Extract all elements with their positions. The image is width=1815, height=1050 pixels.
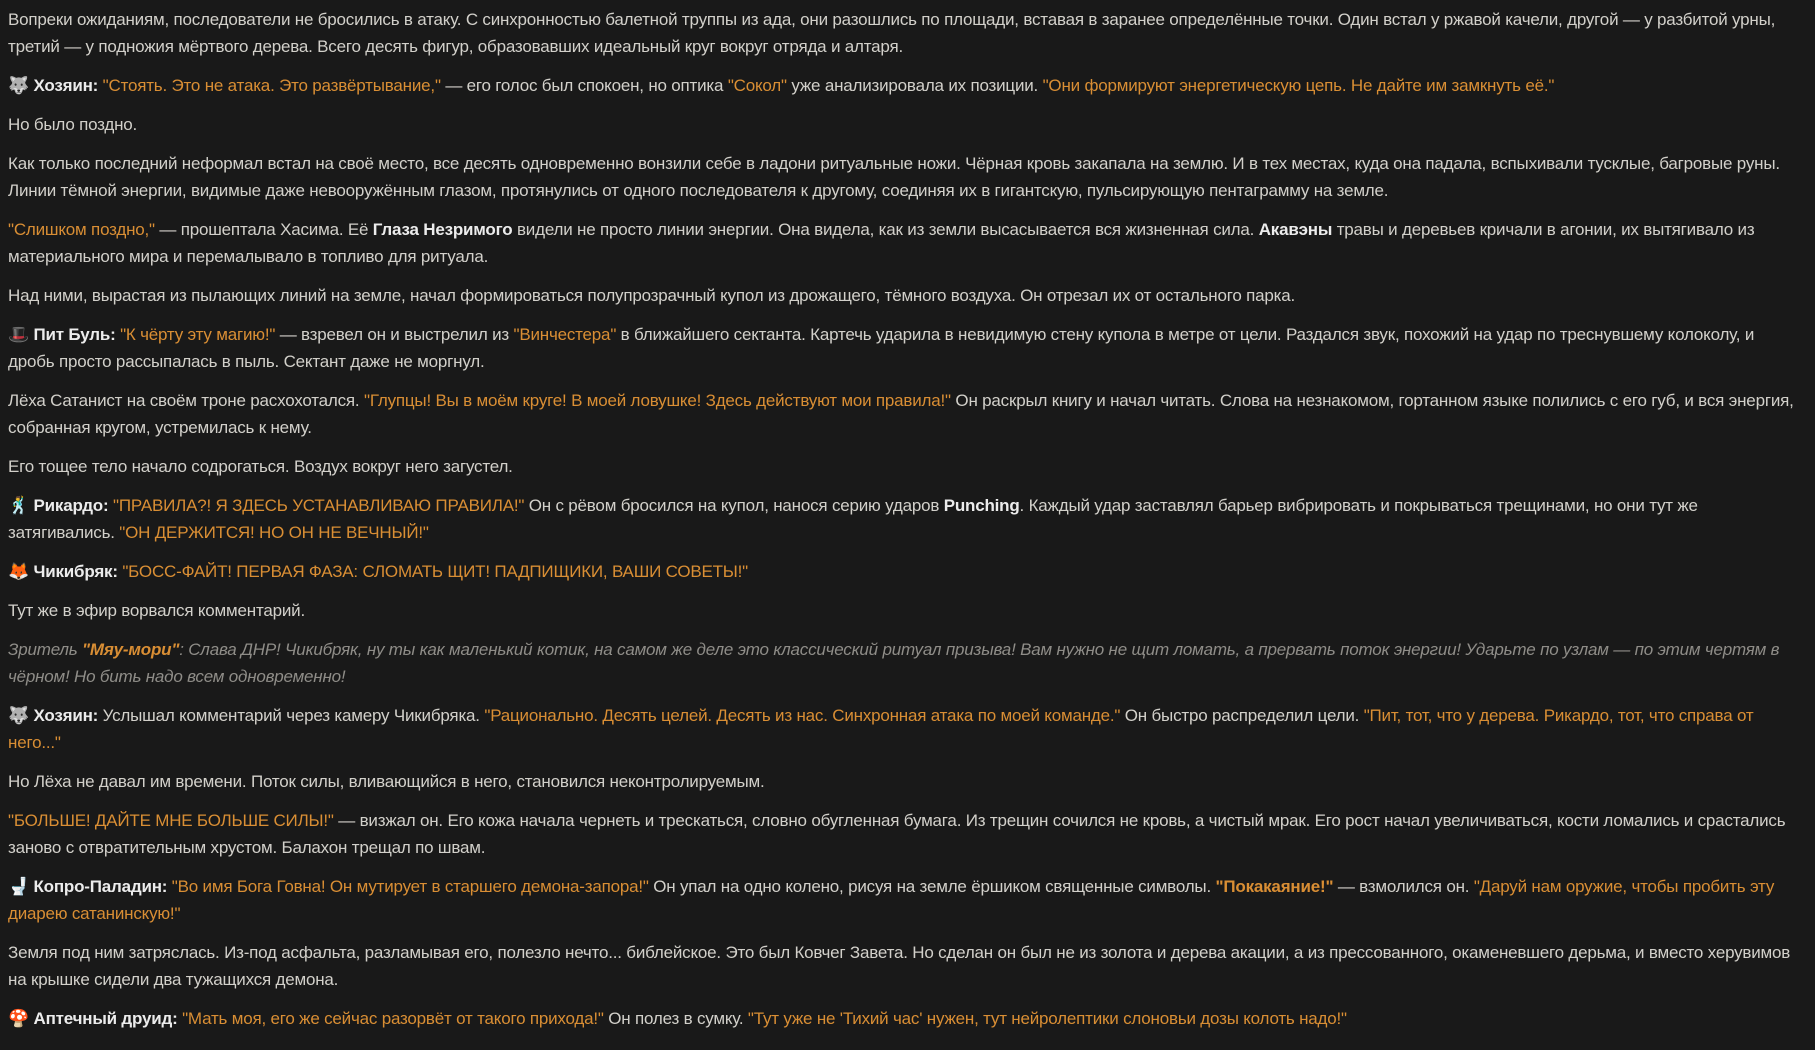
text-segment: — визжал он. Его кожа начала чернеть и трескаться, словно обугленная бумага. Из трещин сочился не кровь, а чистый мрак. Его рост начал увеличиваться, кости ломались и срастались заново с отвратительным хрустом. Балахон трещал по швам.: [8, 811, 1786, 857]
text-segment: — взмолился он.: [1333, 877, 1474, 896]
speaker-name: Чикибряк:: [33, 562, 123, 581]
speaker-name: Пит Буль:: [33, 325, 121, 344]
narration-paragraph: [8, 387, 1805, 441]
text-segment: "ПРАВИЛА?! Я ЗДЕСЬ УСТАНАВЛИВАЮ ПРАВИЛА!": [112, 496, 525, 515]
speaker-name: Аптечный друид:: [33, 1009, 183, 1028]
text-segment: травы и деревьев кричали в агонии, их вытягивало из материального мира и перемалывало в топливо для ритуала.: [8, 220, 1755, 266]
text-segment: — прошептала Хасима. Её: [159, 220, 373, 239]
text-segment: "К чёрту эту магию!": [120, 325, 280, 344]
text-segment: Punching: [943, 496, 1020, 515]
text-segment: Зритель: [8, 640, 83, 659]
text-segment: Вопреки ожиданиям, последователи не бросились в атаку. С синхронностью балетной труппы из ада, они разошлись по площади, вставая в заранее определённые точки. Один встал у ржавой качели, другой — у разбитой урны, третий — у подножия мёртвого дерева. Всего десять фигур, образовавших идеальный круг вокруг отряда и алтаря.: [8, 10, 1776, 56]
speech-paragraph: [8, 702, 1805, 756]
text-segment: "Мать моя, его же сейчас разорвёт от такого прихода!": [182, 1009, 604, 1028]
text-segment: "Слишком поздно,": [8, 220, 160, 239]
text-segment: — его голос был спокоен, но оптика: [445, 76, 728, 95]
wolf-icon: 🐺: [8, 76, 34, 95]
text-segment: Лёха Сатанист на своём троне расхохотался.: [8, 391, 364, 410]
speaker-name: Хозяин:: [33, 76, 103, 95]
text-segment: : Слава ДНР! Чикибряк, ну ты как маленький котик, на самом же деле это классический ритуал призыва! Вам нужно не щит ломать, а прервать поток энергии! Ударьте по узлам — по этим чертям в чёрном! Но бить надо всем одновременно!: [8, 640, 1780, 686]
text-segment: Акавэны: [1258, 220, 1333, 239]
top-hat-icon: 🎩: [8, 325, 34, 344]
narration-paragraph: [8, 939, 1805, 993]
fox-icon: 🦊: [8, 562, 34, 581]
text-segment: Земля под ним затряслась. Из-под асфальта, разламывая его, полезло нечто... библейское. Это был Ковчег Завета. Но сделан он был не из золота и дерева акации, а из прессованного, окаменевшего дерьма, и вместо херувимов на крышке сидели два тужащихся демона.: [8, 943, 1791, 989]
text-segment: Глаза Незримого: [372, 220, 513, 239]
wolf-icon: 🐺: [8, 706, 34, 725]
text-segment: "Пит, тот, что у дерева. Рикардо, тот, что справа от него...": [8, 706, 1754, 752]
narration-paragraph: [8, 597, 1805, 624]
narration-paragraph: [8, 807, 1805, 861]
text-segment: — взревел он и выстрелил из: [279, 325, 514, 344]
text-segment: "Сокол": [727, 76, 787, 95]
speech-paragraph: [8, 1005, 1805, 1032]
text-segment: Его тощее тело начало содрогаться. Воздух вокруг него загустел.: [8, 457, 513, 476]
toilet-icon: 🚽: [8, 877, 34, 896]
speech-paragraph: [8, 492, 1805, 546]
narration-paragraph: [8, 111, 1805, 138]
text-segment: Услышал комментарий через камеру Чикибряка.: [102, 706, 485, 725]
narration-paragraph: [8, 768, 1805, 795]
text-segment: "Винчестера": [513, 325, 617, 344]
text-segment: Он упал на одно колено, рисуя на земле ёршиком священные символы.: [648, 877, 1216, 896]
dancer-icon: 🕺: [8, 496, 34, 515]
text-segment: видели не просто линии энергии. Она видела, как из земли высасывается вся жизненная сила.: [512, 220, 1259, 239]
text-segment: Как только последний неформал встал на своё место, все десять одновременно вонзили себе в ладони ритуальные ножи. Чёрная кровь закапала на землю. И в тех местах, куда она падала, вспыхивали тусклые, багровые руны. Линии тёмной энергии, видимые даже невооружённым глазом, протянулись от одного последователя к другому, соединяя их в гигантскую, пульсирующую пентаграмму на земле.: [8, 154, 1780, 200]
speech-paragraph: [8, 321, 1805, 375]
text-segment: Он быстро распределил цели.: [1120, 706, 1364, 725]
text-segment: Но было поздно.: [8, 115, 138, 134]
text-segment: "Глупцы! Вы в моём круге! В моей ловушке! Здесь действуют мои правила!": [363, 391, 951, 410]
text-segment: "Стоять. Это не атака. Это развёртывание,": [102, 76, 446, 95]
narration-paragraph: [8, 216, 1805, 270]
text-segment: "Они формируют энергетическую цепь. Не дайте им замкнуть её.": [1042, 76, 1555, 95]
text-segment: уже анализировала их позиции.: [786, 76, 1043, 95]
speaker-name: Хозяин:: [33, 706, 103, 725]
text-segment: "Покакаяние!": [1215, 877, 1334, 896]
text-segment: Он раскрыл книгу и начал читать. Слова на незнакомом, гортанном языке полились с его губ, и вся энергия, собранная кругом, устремилась к нему.: [8, 391, 1794, 437]
narration-paragraph: [8, 636, 1805, 690]
speaker-name: Копро-Паладин:: [33, 877, 172, 896]
text-segment: "ОН ДЕРЖИТСЯ! НО ОН НЕ ВЕЧНЫЙ!": [119, 523, 429, 542]
text-segment: "Тут уже не 'Тихий час' нужен, тут нейролептики слоновьи дозы колоть надо!": [747, 1009, 1347, 1028]
narration-paragraph: [8, 282, 1805, 309]
text-segment: Он полез в сумку.: [603, 1009, 748, 1028]
text-segment: Тут же в эфир ворвался комментарий.: [8, 601, 305, 620]
text-segment: "Мяу-мори": [82, 640, 180, 659]
text-segment: в ближайшего сектанта. Картечь ударила в невидимую стену купола в метре от цели. Раздался звук, похожий на удар по треснувшему колоколу, и дробь просто рассыпалась в пыль. Сектант даже не моргнул.: [8, 325, 1755, 371]
narration-paragraph: [8, 6, 1805, 60]
text-segment: "БОСС-ФАЙТ! ПЕРВАЯ ФАЗА: СЛОМАТЬ ЩИТ! ПАДПИЩИКИ, ВАШИ СОВЕТЫ!": [122, 562, 749, 581]
narration-paragraph: [8, 453, 1805, 480]
text-segment: Он с рёвом бросился на купол, нанося серию ударов: [524, 496, 944, 515]
text-segment: "Рационально. Десять целей. Десять из нас. Синхронная атака по моей команде.": [484, 706, 1121, 725]
text-segment: "Во имя Бога Говна! Он мутирует в старшего демона-запора!": [171, 877, 649, 896]
speech-paragraph: [8, 558, 1805, 585]
text-segment: "Даруй нам оружие, чтобы пробить эту диарею сатанинскую!": [8, 877, 1775, 923]
mushroom-icon: 🍄: [8, 1009, 34, 1028]
narration-paragraph: [8, 150, 1805, 204]
speaker-name: Рикардо:: [33, 496, 113, 515]
speech-paragraph: [8, 72, 1805, 99]
text-segment: . Каждый удар заставлял барьер вибрировать и покрываться трещинами, но они тут же затягивались.: [8, 496, 1698, 542]
text-segment: "БОЛЬШЕ! ДАЙТЕ МНЕ БОЛЬШЕ СИЛЫ!": [8, 811, 334, 830]
text-segment: Над ними, вырастая из пылающих линий на земле, начал формироваться полупрозрачный купол из дрожащего, тёмного воздуха. Он отрезал их от остального парка.: [8, 286, 1296, 305]
speech-paragraph: [8, 873, 1805, 927]
text-segment: Но Лёха не давал им времени. Поток силы, вливающийся в него, становился неконтролируемым.: [8, 772, 765, 791]
